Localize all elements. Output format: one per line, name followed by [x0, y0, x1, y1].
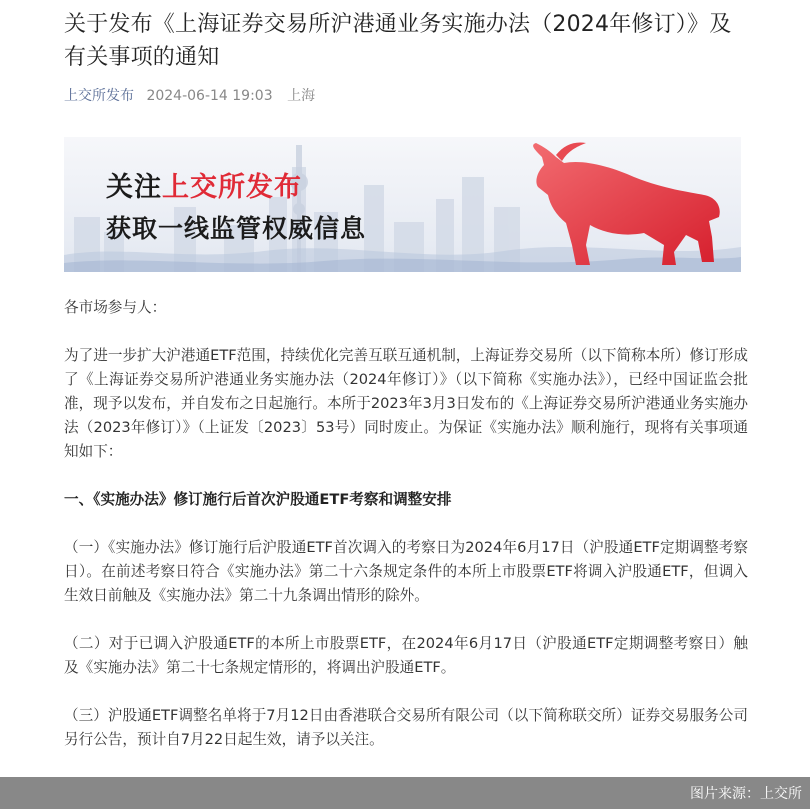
- article-body: [64, 296, 748, 776]
- banner-headline: [106, 165, 302, 204]
- item-paragraph-3: （三）沪股通ETF调整名单将于7月12日由香港联合交易所有限公司（以下简称联交所）证券交易服务公司另行公告，预计自7月22日起生效，请予以关注。: [64, 707, 748, 748]
- section-heading: 一、《实施办法》修订施行后首次沪股通ETF考察和调整安排: [64, 491, 452, 508]
- article-meta: [64, 86, 744, 106]
- intro-paragraph: 为了进一步扩大沪港通ETF范围，持续优化完善互联互通机制，上海证券交易所（以下简称本所）修订形成了《上海证券交易所沪港通业务实施办法（2024年修订）》（以下简称《实施办法》），已经中国证监会批准，现予以发布，并自发布之日起施行。本所于2023年3月3日发布的《上海证券交易所沪港通业务实施办法（2023年修订）》（上证发〔2023〕53号）同时废止。为保证《实施办法》顺利施行，现将有关事项通知如下：: [64, 347, 748, 460]
- banner-skyline-illustration: [64, 137, 741, 272]
- item-paragraph-1: （一）《实施办法》修订施行后沪股通ETF首次调入的考察日为2024年6月17日（沪股通ETF定期调整考察日）。在前述考察日符合《实施办法》第二十六条规定条件的本所上市股票ETF将调入沪股通ETF，但调入生效日前触及《实施办法》第二十九条调出情形的除外。: [64, 539, 748, 604]
- banner-headline-highlight: 上交所发布: [162, 172, 302, 203]
- image-source-caption: 图片来源：上交所: [690, 786, 802, 802]
- article-date: 2024-06-14 19:03: [146, 88, 273, 104]
- article-location: 上海: [287, 88, 316, 104]
- greeting-paragraph: 各市场参与人：: [64, 299, 167, 316]
- item-paragraph-2: （二）对于已调入沪股通ETF的本所上市股票ETF，在2024年6月17日（沪股通ETF定期调整考察日）触及《实施办法》第二十七条规定情形的，将调出沪股通ETF。: [64, 635, 748, 676]
- promo-banner: [64, 137, 741, 272]
- image-caption-bar: [0, 777, 810, 809]
- banner-subheadline: 获取一线监管权威信息: [106, 214, 367, 243]
- article-title: 关于发布《上海证券交易所沪港通业务实施办法（2024年修订）》及有关事项的通知: [64, 12, 732, 70]
- article-header: [64, 8, 744, 106]
- banner-headline-prefix: 关注: [106, 172, 162, 203]
- article-source-link[interactable]: 上交所发布: [64, 88, 134, 104]
